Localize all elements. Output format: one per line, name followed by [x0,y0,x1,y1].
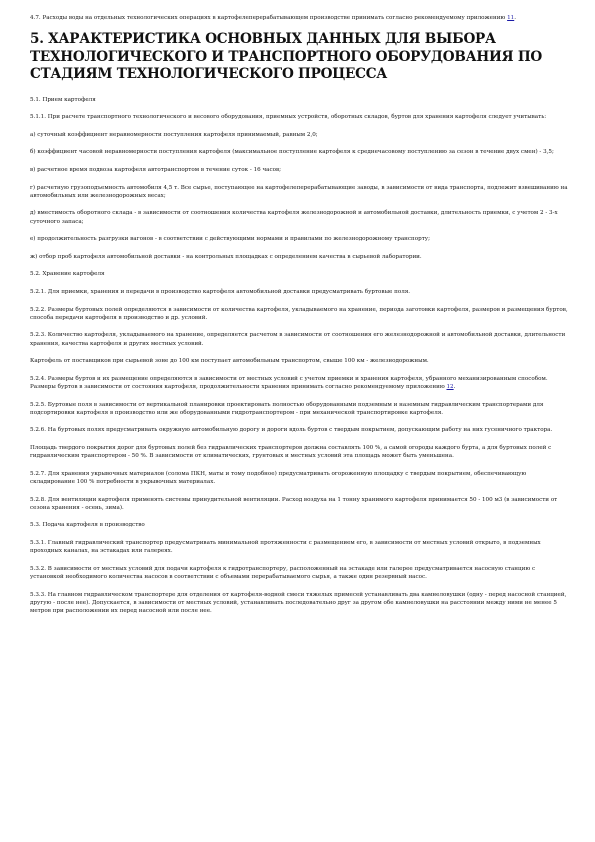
paragraph-5-3-2: 5.3.2. В зависимости от местных условий для подачи картофеля к гидротранспортеру, расположенный на эстакаде или галерее предусматривается насосную станцию с установкой необходимого количества насосов в соответствии с объемами перерабатываемого сырья, а также один резервный насос. [30,565,536,580]
paragraph-5-2-1: 5.2.1. Для приемки, хранения и передачи в производство картофеля автомобильной доставки предусматривать буртовые поля. [30,289,411,296]
paragraph-g: г) расчетную грузоподъемность автомобиля 4,5 т. Все сырье, поступающее на картофелеперерабатывающие заводы, в зависимости от вида транспорта, подлежит взвешиванию на автомобильных или железнодорожных весах; [30,184,568,199]
paragraph-5-1: 5.1. Прием картофеля [30,96,96,103]
paragraph-zh: ж) отбор проб картофеля автомобильной доставки - на контрольных площадках с определением качества в сырьевой лаборатории. [30,253,422,260]
paragraph-delivery: Картофель от поставщиков при сырьевой зоне до 100 км поступает автомобильным транспортом, свыше 100 км - железнодорожным. [30,358,429,365]
paragraph-5-2-8: 5.2.8. Для вентиляции картофеля применять системы принудительной вентиляции. Расход воздуха на 1 тонну хранимого картофеля принимается 50 - 100 м3 (в зависимости от сезона хранения - осень, зима). [30,496,558,511]
paragraph-5-3-1: 5.3.1. Главный гидравлический транспортер предусматривать минимальной протяженности с размещением его, в зависимости от местных условий открыто, в подземных проходных каналах, на эстакадах или галереях. [30,540,541,555]
paragraph-5-2-2: 5.2.2. Размеры буртовых полей определяются в зависимости от количества картофеля, укладываемого на хранение, периода заготовки картофеля, размеров и размещения буртов, способа передачи картофеля в производство и др. условий. [30,306,568,321]
appendix-11-link[interactable]: 11 [507,15,515,21]
paragraph-e: е) продолжительность разгрузки вагонов - в соответствии с действующими нормами и правилами по железнодорожному транспорту; [30,236,430,243]
intro-end: . [514,15,516,21]
paragraph-5-2-6: 5.2.6. На буртовых полях предусматривать окружную автомобильную дорогу и дороги вдоль буртов с твердым покрытием, допускающим работу на них гусеничного трактора. [30,427,553,434]
section-heading: 5. ХАРАКТЕРИСТИКА ОСНОВНЫХ ДАННЫХ ДЛЯ ВЫБОРА ТЕХНОЛОГИЧЕСКОГО И ТРАНСПОРТНОГО ОБОРУДОВАНИЯ ПО СТАДИЯМ ТЕХНОЛОГИЧЕСКОГО ПРОЦЕССА [30,31,542,83]
paragraph-5-3-3: 5.3.3. На главном гидравлическом транспортере для отделения от картофеля-водной смеси тяжелых примесей устанавливать два камнеловушки (одну - перед насосной станцией, другую - после нее). Допускается, в зависимости от местных условий, устанавливать последовательно друг за другом обе камнеловушки на расстоянии между ними не менее 5 метров при расположении их перед насосной или после нее. [30,591,567,614]
paragraph-b: б) коэффициент часовой неравномерности поступления картофеля (максимальное поступление картофеля к среднечасовому поступлению за сезон в течение двух смен) - 3,5; [30,149,554,156]
appendix-12-link[interactable]: 12 [446,384,454,391]
paragraph-5-2-3: 5.2.3. Количество картофеля, укладываемого на хранение, определяется расчетом в зависимости от соотношения его железнодорожной и автомобильной доставки, длительности хранения, качества картофеля и других местных условий. [30,332,566,347]
paragraph-5-2: 5.2. Хранение картофеля [30,271,105,278]
document-page [30,14,568,625]
paragraph-5-2-4 [30,375,568,391]
paragraph-5-2-4-text: 5.2.4. Размеры буртов и их размещение определяются в зависимости от местных условий с учетом приемки и хранения картофеля, убранного механизированным способом. Размеры буртов в зависимости от состояния картофеля, продолжительности хранения принимать согласно рекомендуемому приложению [30,375,548,391]
intro-text: 4.7. Расходы воды на отдельных технологических операциях в картофелеперерабатывающем производстве принимать согласно рекомендуемому приложению [30,15,508,21]
paragraph-a: а) суточный коэффициент неравномерности поступления картофеля принимаемый, равным 2,0; [30,131,318,138]
paragraph-v: в) расчетное время подвоза картофеля автотранспортом в течение суток - 16 часов; [30,167,282,174]
paragraph-5-2-5: 5.2.5. Буртовые поля в зависимости от вертикальной планировки проектировать полностью оборудованными подземным и наземным гидравлическим транспортерами для подсортировки картофеля в производство или же оборудованными гидротранспортером - при механической транспортировке картофеля. [30,401,544,416]
intro-paragraph [30,14,568,22]
paragraph-5-3: 5.3. Подача картофеля в производство [30,522,145,529]
paragraph-road-area: Площадь твердого покрытия дорог для буртовых полей без гидравлических транспортеров должна составлять 100 %, а самой огороды каждого бурта, а для буртовых полей с гидравлическим транспортером - 50 %. В зависимости от климатических, грунтовых и местных условий эта площадь может быть уменьшена. [30,445,552,460]
paragraph-5-2-7: 5.2.7. Для хранения укрывочных материалов (солома ПКН, маты и тому подобное) предусматривать огороженную площадку с твердым покрытием, обеспечивающую складирование 100 % потребности в укрывочных материалах. [30,470,527,486]
paragraph-5-1-1: 5.1.1. При расчете транспортного технологического и весового оборудования, приемных устройств, оборотных складов, буртов для хранения картофеля следует учитывать: [30,114,547,121]
paragraph-d: д) вместимость оборотного склада - в зависимости от соотношения количества картофеля железнодорожной и автомобильной доставки, длительность приемки, с учетом 2 - 3-х суточного запаса; [30,210,558,225]
paragraph-5-2-4-end: . [453,384,456,391]
